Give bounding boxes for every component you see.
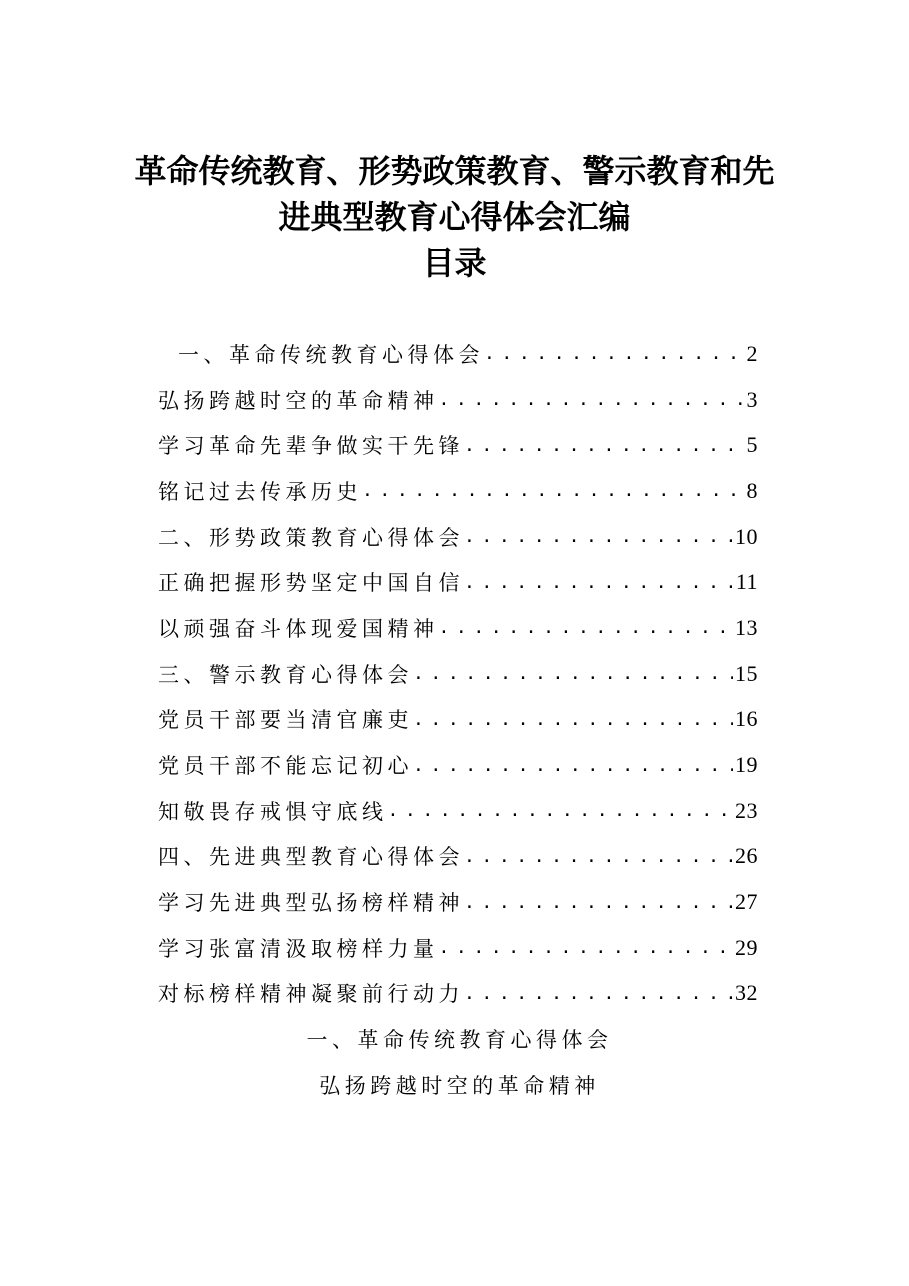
document-title-line2: 进典型教育心得体会汇编 <box>278 198 631 236</box>
toc-entry-label: 学习张富清汲取榜样力量 <box>158 936 439 961</box>
toc-leader-dots <box>464 526 733 547</box>
table-of-contents <box>158 331 758 1016</box>
toc-entry-label: 对标榜样精神凝聚前行动力 <box>158 982 464 1007</box>
toc-entry[interactable] <box>158 377 758 423</box>
toc-leader-dots <box>439 617 734 638</box>
toc-entry-label: 以顽强奋斗体现爱国精神 <box>158 616 439 641</box>
toc-entry-page-number: 11 <box>735 569 758 595</box>
toc-leader-dots <box>464 572 734 593</box>
toc-entry[interactable] <box>158 559 758 605</box>
toc-entry-page-number: 19 <box>735 752 758 778</box>
toc-leader-dots <box>484 343 745 364</box>
toc-entry-label: 学习革命先辈争做实干先锋 <box>158 434 464 459</box>
toc-entry[interactable] <box>158 605 758 651</box>
toc-heading: 目录 <box>422 244 487 282</box>
toc-leader-dots <box>439 389 745 410</box>
toc-entry[interactable] <box>158 514 758 560</box>
toc-entry-label: 党员干部不能忘记初心 <box>158 754 413 779</box>
toc-entry[interactable] <box>158 879 758 925</box>
toc-entry-label: 一、革命传统教育心得体会 <box>178 342 484 367</box>
toc-entry-page-number: 26 <box>735 843 758 869</box>
toc-entry-page-number: 27 <box>735 889 758 915</box>
toc-entry-page-number: 23 <box>735 797 758 823</box>
toc-entry-page-number: 29 <box>735 934 758 960</box>
toc-entry[interactable] <box>158 651 758 697</box>
toc-entry-page-number: 16 <box>735 706 758 732</box>
toc-leader-dots <box>388 800 734 821</box>
toc-entry-label: 二、形势政策教育心得体会 <box>158 525 464 550</box>
toc-leader-dots <box>464 983 733 1004</box>
toc-entry-page-number: 10 <box>735 523 758 549</box>
toc-entry-label: 知敬畏存戒惧守底线 <box>158 799 388 824</box>
document-title-line1: 革命传统教育、形势政策教育、警示教育和先 <box>134 152 775 190</box>
toc-leader-dots <box>464 435 745 456</box>
toc-entry-page-number: 15 <box>735 660 758 686</box>
toc-entry-label: 正确把握形势坚定中国自信 <box>158 571 464 596</box>
toc-entry-page-number: 13 <box>735 614 758 640</box>
toc-entry-page-number: 3 <box>746 386 758 412</box>
toc-entry[interactable] <box>158 742 758 788</box>
toc-entry[interactable] <box>158 834 758 880</box>
toc-leader-dots <box>413 755 733 776</box>
toc-entry[interactable] <box>158 788 758 834</box>
toc-entry-page-number: 2 <box>746 340 758 366</box>
toc-entry-label: 四、先进典型教育心得体会 <box>158 845 464 870</box>
toc-leader-dots <box>413 709 733 730</box>
section-heading: 一、革命传统教育心得体会 <box>306 1028 613 1052</box>
toc-leader-dots <box>439 937 734 958</box>
article-heading: 弘扬跨越时空的革命精神 <box>319 1074 600 1098</box>
toc-entry[interactable] <box>158 468 758 514</box>
toc-leader-dots <box>362 480 745 501</box>
toc-entry-label: 弘扬跨越时空的革命精神 <box>158 388 439 413</box>
toc-entry-label: 学习先进典型弘扬榜样精神 <box>158 891 464 916</box>
toc-entry-page-number: 32 <box>735 980 758 1006</box>
toc-entry[interactable] <box>158 331 758 377</box>
toc-entry-label: 党员干部要当清官廉吏 <box>158 708 413 733</box>
toc-entry[interactable] <box>158 422 758 468</box>
toc-leader-dots <box>464 892 733 913</box>
toc-leader-dots <box>464 846 733 867</box>
toc-leader-dots <box>413 663 733 684</box>
toc-entry-page-number: 8 <box>746 477 758 503</box>
toc-entry[interactable] <box>158 971 758 1017</box>
toc-entry-label: 铭记过去传承历史 <box>158 479 362 504</box>
toc-entry[interactable] <box>158 697 758 743</box>
toc-entry[interactable] <box>158 925 758 971</box>
toc-entry-label: 三、警示教育心得体会 <box>158 662 413 687</box>
toc-entry-page-number: 5 <box>746 432 758 458</box>
